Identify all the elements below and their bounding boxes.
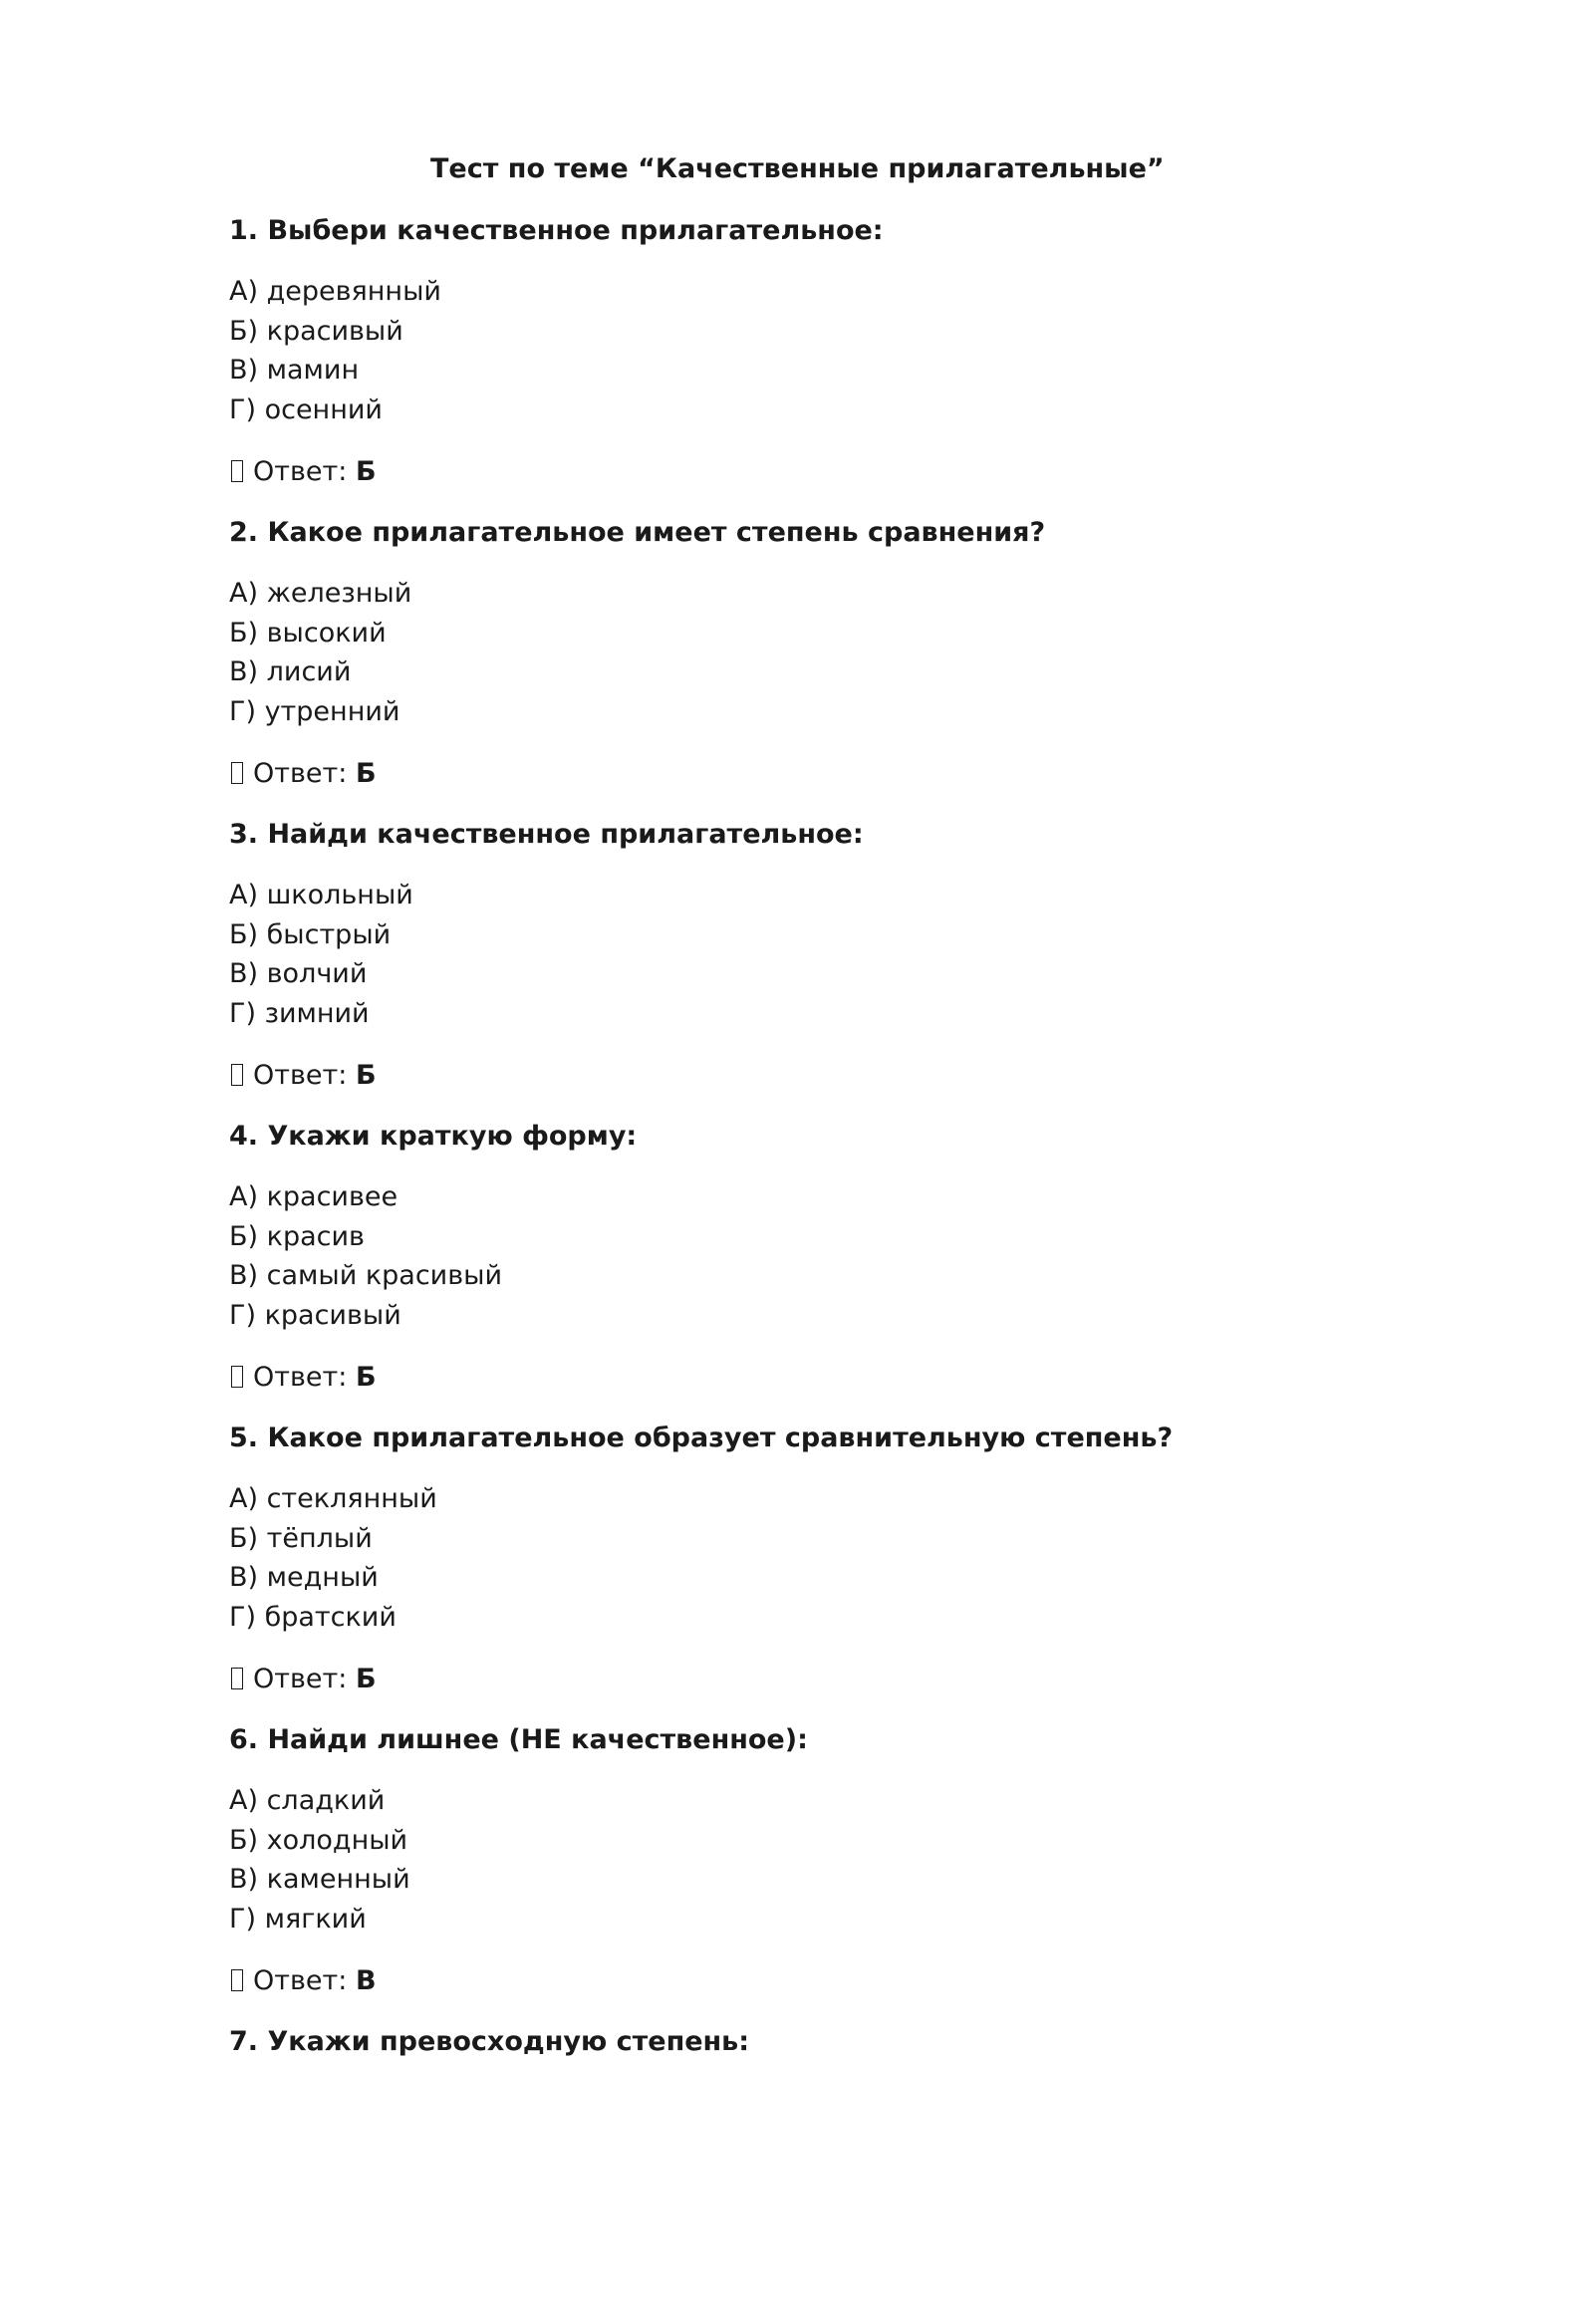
question-7 <box>229 2022 1425 2324</box>
question-2 <box>229 513 1425 815</box>
answer-line <box>229 1961 1425 2001</box>
option-a: А) железный <box>229 578 412 609</box>
question-heading: 3. Найди качественное прилагательное: <box>229 819 864 850</box>
option-b: Б) красивый <box>229 315 403 347</box>
option-g: Г) братский <box>229 1602 397 1634</box>
missing-glyph-box-icon <box>231 460 243 482</box>
answer-label: Ответ: <box>253 1663 348 1694</box>
option-v: В) медный <box>229 1562 379 1594</box>
answer-value: Б <box>355 757 377 789</box>
question-1 <box>229 211 1425 513</box>
question-4 <box>229 1117 1425 1419</box>
option-g: Г) утренний <box>229 696 400 728</box>
answer-line <box>229 1660 1425 1699</box>
option-a: А) красивее <box>229 1181 398 1212</box>
answer-label: Ответ: <box>253 455 348 487</box>
question-heading: 5. Какое прилагательное образует сравнительную степень? <box>229 1422 1174 1453</box>
options-list <box>229 272 1425 430</box>
option-b: Б) высокий <box>229 617 387 648</box>
page-title: Тест по теме “Качественные прилагательные” <box>430 153 1165 184</box>
answer-label: Ответ: <box>253 1059 348 1091</box>
option-v: В) каменный <box>229 1864 410 1896</box>
option-g: Г) мягкий <box>229 1904 367 1936</box>
answer-label: Ответ: <box>253 757 348 789</box>
option-v: В) самый красивый <box>229 1260 503 1292</box>
option-g: Г) красивый <box>229 1300 401 1332</box>
option-a: А) стеклянный <box>229 1483 437 1514</box>
option-a: А) школьный <box>229 880 413 910</box>
question-heading: 4. Укажи краткую форму: <box>229 1121 638 1152</box>
option-v: В) лисий <box>229 656 352 688</box>
option-v: В) мамин <box>229 355 360 387</box>
options-list <box>229 1177 1425 1336</box>
option-b: Б) красив <box>229 1220 365 1252</box>
missing-glyph-box-icon <box>231 1064 243 1086</box>
answer-value: Б <box>355 455 377 487</box>
answer-line <box>229 754 1425 794</box>
option-b: Б) холодный <box>229 1824 408 1856</box>
answer-value: Б <box>355 1663 377 1694</box>
option-a: А) сладкий <box>229 1785 386 1816</box>
options-list <box>229 574 1425 732</box>
answer-value: В <box>355 1964 377 1996</box>
options-list <box>229 1781 1425 1939</box>
answer-label: Ответ: <box>253 1361 348 1393</box>
missing-glyph-box-icon <box>231 1668 243 1689</box>
question-heading: 7. Укажи превосходную степень: <box>229 2026 750 2057</box>
option-b: Б) быстрый <box>229 918 392 950</box>
option-g: Г) осенний <box>229 394 383 426</box>
answer-line <box>229 1056 1425 1096</box>
options-list <box>229 876 1425 1034</box>
options-list <box>229 1479 1425 1638</box>
question-heading: 2. Какое прилагательное имеет степень сравнения? <box>229 517 1046 548</box>
answer-label: Ответ: <box>253 1964 348 1996</box>
question-6 <box>229 1720 1425 2022</box>
option-a: А) деревянный <box>229 276 441 307</box>
question-5 <box>229 1419 1425 1720</box>
question-heading: 6. Найди лишнее (НЕ качественное): <box>229 1724 808 1755</box>
answer-value: Б <box>355 1361 377 1393</box>
questions-list <box>229 211 1425 2324</box>
option-b: Б) тёплый <box>229 1522 373 1554</box>
missing-glyph-box-icon <box>231 1366 243 1388</box>
missing-glyph-box-icon <box>231 762 243 784</box>
question-heading: 1. Выбери качественное прилагательное: <box>229 215 884 246</box>
answer-line <box>229 452 1425 492</box>
option-g: Г) зимний <box>229 998 370 1030</box>
missing-glyph-box-icon <box>231 1969 243 1991</box>
answer-line <box>229 1358 1425 1398</box>
question-3 <box>229 815 1425 1117</box>
option-v: В) волчий <box>229 958 368 990</box>
answer-value: Б <box>355 1059 377 1091</box>
